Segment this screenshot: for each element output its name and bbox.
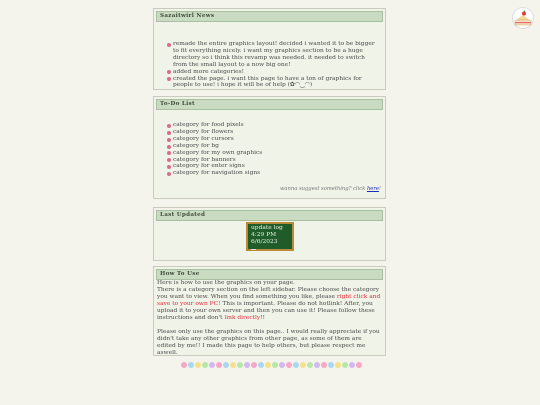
candy-dot (349, 362, 355, 368)
eraser-icon (251, 249, 256, 251)
bullet-icon (167, 138, 171, 142)
candy-dot (244, 362, 250, 368)
candy-dot (265, 362, 271, 368)
candy-dot (300, 362, 306, 368)
news-item: created the page. i want this page to have a ton of graphics for people to use! i hope it will be of help (✿◠‿◠) (154, 76, 385, 90)
candy-dot (307, 362, 313, 368)
how-to-line: Here is how to use the graphics on your page. (157, 280, 296, 286)
how-to-text (154, 280, 385, 357)
candy-dot (188, 362, 194, 368)
candy-dot (342, 362, 348, 368)
todo-item: category for cursors (154, 136, 385, 143)
news-title: Sazaitwirl News (156, 11, 383, 22)
candy-dot (181, 362, 187, 368)
news-list (154, 41, 385, 89)
hotlink-warning: link directly (224, 315, 261, 321)
cake-icon (512, 7, 534, 29)
candy-divider (181, 362, 362, 368)
bullet-icon (167, 77, 171, 81)
bullet-icon (167, 131, 171, 135)
candy-dot (195, 362, 201, 368)
candy-dot (279, 362, 285, 368)
todo-item: category for bg (154, 143, 385, 150)
bullet-icon (167, 158, 171, 162)
todo-item: category for my own graphics (154, 150, 385, 157)
todo-item: category for navigation signs (154, 170, 385, 177)
news-item: remade the entire graphics layout! decided i wanted it to be bigger to fit everything nicely. i want my graphics section to be a huge directory so i think this revamp was needed. it needed to switch from the small layout to a now big one! (154, 41, 385, 69)
suggest-link[interactable]: here (366, 186, 379, 192)
suggest-line: wanna suggest something? click here! (279, 186, 381, 192)
update-date: 6/6/2023 (251, 238, 278, 245)
bullet-icon (167, 145, 171, 149)
spacer (157, 322, 381, 329)
todo-list (154, 122, 385, 177)
candy-dot (223, 362, 229, 368)
todo-item: category for food pixels (154, 122, 385, 129)
candy-dot (335, 362, 341, 368)
candy-dot (328, 362, 334, 368)
todo-title: To-Do List (156, 99, 383, 110)
candy-dot (202, 362, 208, 368)
how-to-title: How To Use (156, 269, 383, 280)
candy-dot (321, 362, 327, 368)
bullet-icon (167, 70, 171, 74)
update-log-board (246, 222, 294, 251)
candy-dot (209, 362, 215, 368)
candy-dot (356, 362, 362, 368)
candy-dot (272, 362, 278, 368)
update-time: 4:29 PM (251, 231, 277, 238)
todo-item: category for banners (154, 157, 385, 164)
candy-dot (237, 362, 243, 368)
news-panel (153, 8, 386, 90)
candy-dot (216, 362, 222, 368)
news-item: added more categories! (154, 69, 385, 76)
todo-panel (153, 96, 386, 199)
last-updated-title: Last Updated (156, 210, 383, 221)
update-log-title: update log (251, 225, 283, 231)
candy-dot (286, 362, 292, 368)
how-to-panel (153, 266, 386, 356)
bullet-icon (167, 124, 171, 128)
bullet-icon (167, 165, 171, 169)
candy-dot (293, 362, 299, 368)
bullet-icon (167, 151, 171, 155)
todo-item: category for flowers (154, 129, 385, 136)
save-warning: right click and save to your own PC! (157, 294, 381, 307)
candy-dot (258, 362, 264, 368)
candy-dot (251, 362, 257, 368)
bullet-icon (167, 43, 171, 47)
candy-dot (230, 362, 236, 368)
how-to-paragraph-2: Please only use the graphics on this page.. I would really appreciate if you didn't take any other graphics from other page, as some of them are edited by me!! I made this page to help others, but please respect me aswell. (157, 329, 380, 356)
todo-item: category for enter signs (154, 163, 385, 170)
how-to-paragraph: There is a category section on the left sidebar. Please choose the category you want to view. When you find something you like, please right click and save to your own PC! This is important. Please do not hotlink! After, you upload it to your own server and then you can use it! Please follow these instructions and don't link directly!! (157, 287, 381, 321)
last-updated-panel (153, 207, 386, 261)
bullet-icon (167, 172, 171, 176)
candy-dot (314, 362, 320, 368)
